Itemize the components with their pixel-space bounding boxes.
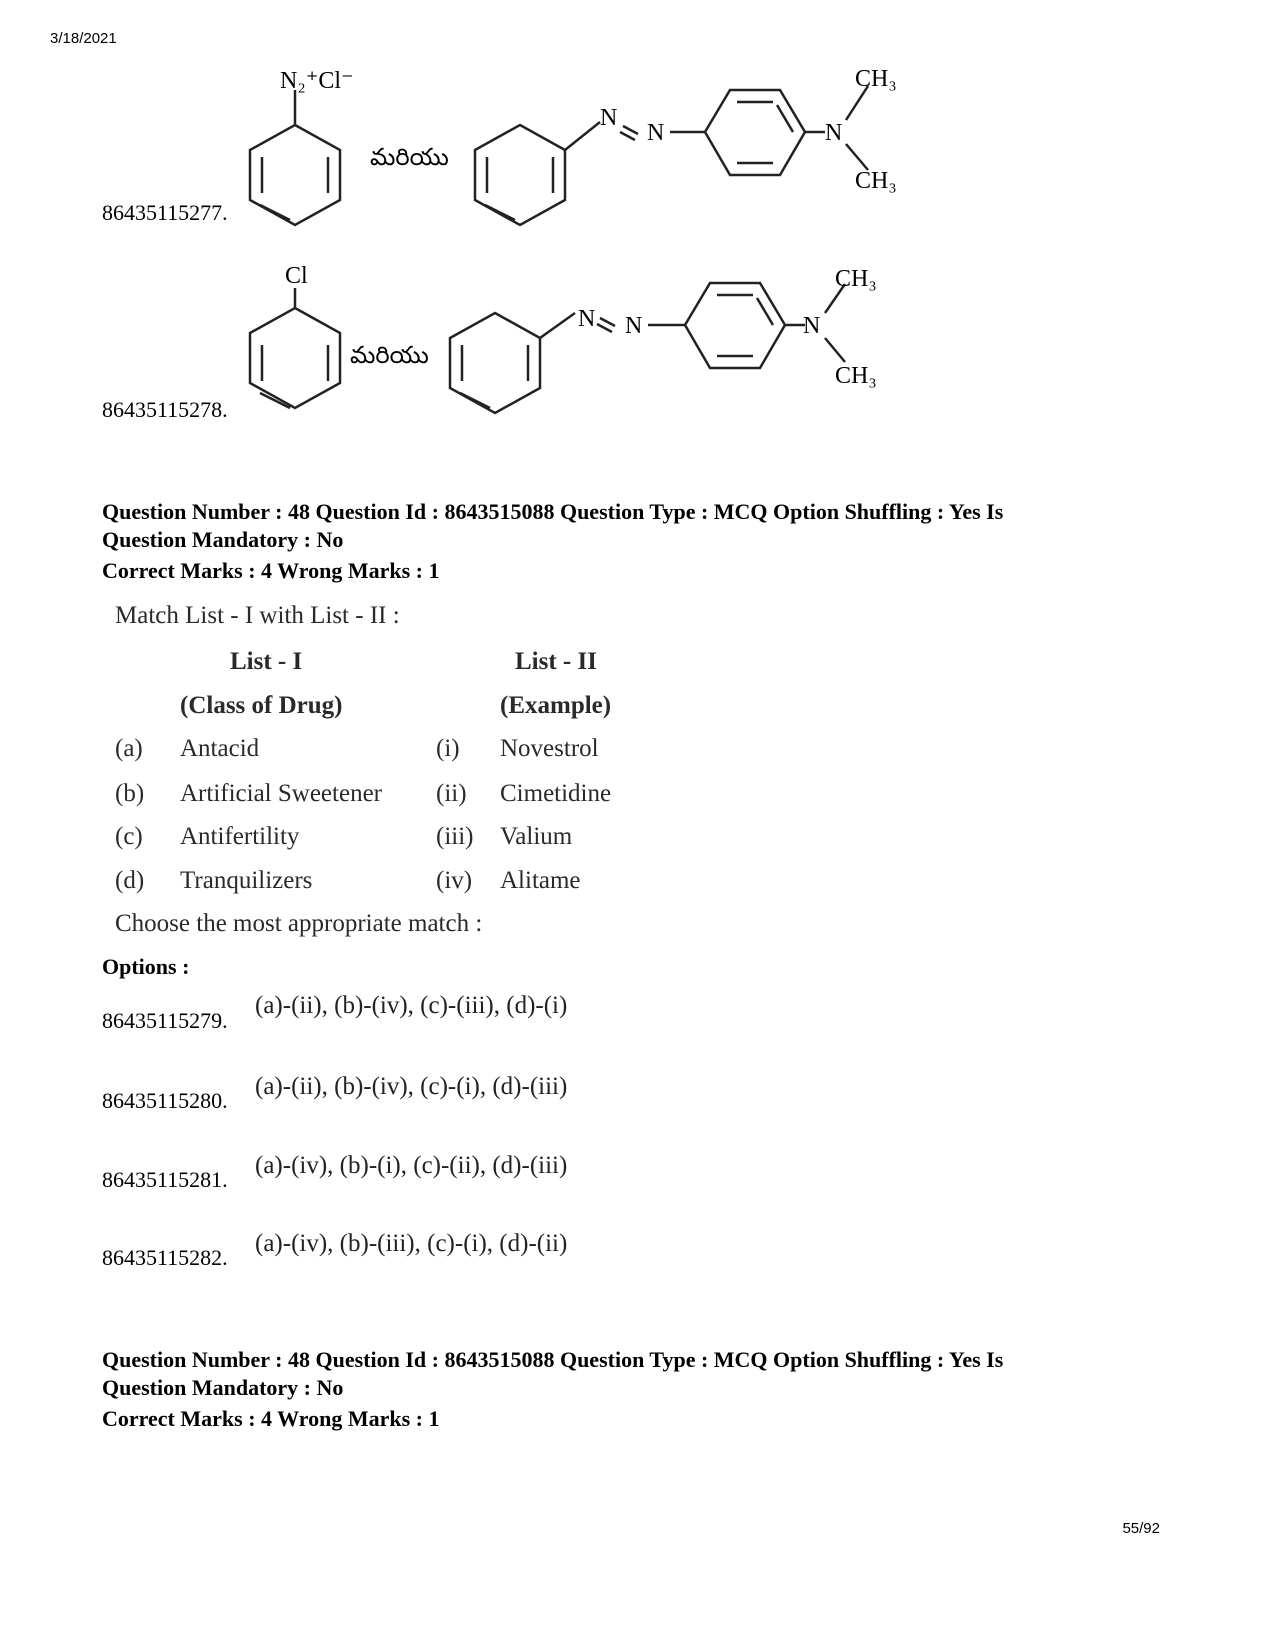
- methyl-top: CH₃: [855, 66, 897, 92]
- option-text[interactable]: (a)-(ii), (b)-(iv), (c)-(i), (d)-(iii): [255, 1073, 568, 1100]
- row-example: Cimetidine: [500, 780, 612, 807]
- print-date: 3/18/2021: [50, 30, 117, 47]
- option-id: 86435115280.: [102, 1088, 228, 1113]
- methyl-bottom: CH₃: [835, 363, 877, 389]
- azo-n1: N: [600, 105, 618, 131]
- list2-subheader: (Example): [500, 692, 612, 719]
- option-id: 86435115281.: [102, 1167, 228, 1192]
- option-text[interactable]: (a)-(ii), (b)-(iv), (c)-(iii), (d)-(i): [255, 992, 568, 1019]
- list1-header: List - I: [230, 648, 303, 675]
- row-label: (c): [115, 823, 143, 850]
- structure-diazonium-and-azo-dye: [240, 60, 960, 230]
- row-item: Artificial Sweetener: [180, 780, 382, 807]
- row-example: Alitame: [500, 867, 581, 894]
- row-label: (d): [115, 867, 145, 894]
- option-id: 86435115278.: [102, 397, 228, 422]
- row-item: Antifertility: [180, 823, 300, 850]
- list1-subheader: (Class of Drug): [180, 692, 343, 719]
- next-question-marks: Correct Marks : 4 Wrong Marks : 1: [102, 1406, 440, 1431]
- option-id: 86435115279.: [102, 1008, 228, 1033]
- row-item: Tranquilizers: [180, 867, 313, 894]
- connector-text: మరియు: [350, 343, 429, 369]
- next-question-meta: Question Number : 48 Question Id : 8643515088 Question Type : MCQ Option Shuffling : Yes Is Question Mandatory : No: [102, 1347, 1004, 1400]
- azo-n2: N: [647, 120, 665, 146]
- structure-chlorobenzene-and-azo-dye: [240, 258, 940, 418]
- option-id: 86435115282.: [102, 1245, 228, 1270]
- row-label: (a): [115, 735, 143, 762]
- question-prompt: Choose the most appropriate match :: [115, 910, 483, 937]
- option-id: 86435115277.: [102, 200, 228, 225]
- row-roman: (iii): [436, 823, 474, 850]
- methyl-bottom: CH₃: [855, 168, 897, 194]
- row-roman: (ii): [436, 780, 467, 807]
- azo-n2: N: [625, 313, 643, 339]
- row-roman: (i): [436, 735, 460, 762]
- option-text[interactable]: (a)-(iv), (b)-(i), (c)-(ii), (d)-(iii): [255, 1152, 568, 1179]
- question-meta: Question Number : 48 Question Id : 8643515088 Question Type : MCQ Option Shuffling : Yes Is Question Mandatory : No: [102, 499, 1004, 552]
- row-example: Novestrol: [500, 735, 599, 762]
- amine-n: N: [803, 313, 821, 339]
- amine-n: N: [825, 120, 843, 146]
- options-label: Options :: [102, 954, 190, 979]
- row-roman: (iv): [436, 867, 473, 894]
- page-number: 55/92: [1122, 1520, 1160, 1537]
- row-example: Valium: [500, 823, 573, 850]
- connector-text: మరియు: [370, 145, 449, 171]
- row-label: (b): [115, 780, 145, 807]
- question-intro: Match List - I with List - II :: [115, 602, 400, 629]
- list2-header: List - II: [515, 648, 597, 675]
- methyl-top: CH₃: [835, 266, 877, 292]
- option-text[interactable]: (a)-(iv), (b)-(iii), (c)-(i), (d)-(ii): [255, 1230, 568, 1257]
- row-item: Antacid: [180, 735, 260, 762]
- chloro-label: Cl: [285, 263, 308, 289]
- diazonium-label: N₂⁺Cl⁻: [280, 68, 354, 94]
- question-marks: Correct Marks : 4 Wrong Marks : 1: [102, 558, 440, 583]
- azo-n1: N: [578, 306, 596, 332]
